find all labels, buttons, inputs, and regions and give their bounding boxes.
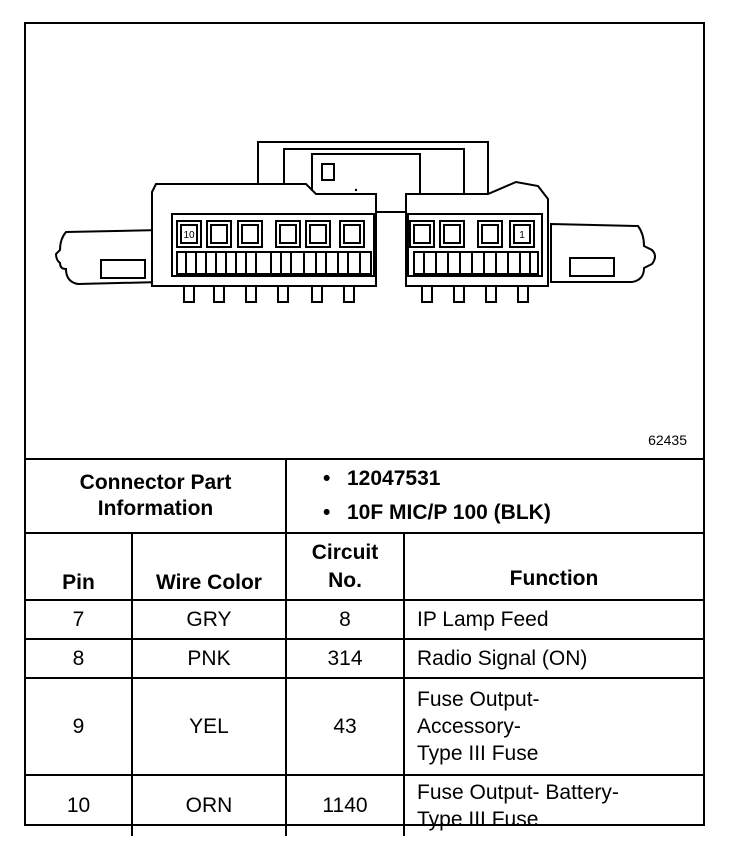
connector-table <box>26 458 703 836</box>
left-slot <box>101 260 145 278</box>
part-number: • 12047531 <box>323 462 703 496</box>
function-cell <box>404 678 703 775</box>
table-header-row <box>26 533 703 600</box>
table-row <box>26 775 703 836</box>
pin-label-left: 10 <box>183 230 195 241</box>
function-cell: Radio Signal (ON) <box>404 639 703 678</box>
table-row <box>26 639 703 678</box>
right-slot <box>570 258 614 276</box>
table-row <box>26 600 703 639</box>
column-header-pin: Pin <box>26 533 132 600</box>
connector-drawing <box>26 24 703 458</box>
function-text: Fuse Output- Battery- Type III Fuse <box>417 781 619 831</box>
connector-type: • 10F MIC/P 100 (BLK) <box>323 496 703 530</box>
pin-label-right: 1 <box>519 230 525 241</box>
wire-color-cell: ORN <box>132 775 286 836</box>
connector-info-row <box>26 459 703 533</box>
column-header-circuit <box>286 533 404 600</box>
function-cell <box>404 775 703 836</box>
function-cell: IP Lamp Feed <box>404 600 703 639</box>
pin-cell: 9 <box>26 678 132 775</box>
connector-info-label: Connector Part Information <box>26 459 286 533</box>
function-text: Fuse Output- Accessory- Type III Fuse <box>417 688 540 765</box>
pin-cell: 10 <box>26 775 132 836</box>
circuit-cell: 1140 <box>286 775 404 836</box>
circuit-cell: 43 <box>286 678 404 775</box>
pin-cell: 8 <box>26 639 132 678</box>
circuit-cell: 314 <box>286 639 404 678</box>
figure-id: 62435 <box>648 432 687 448</box>
connector-info-values <box>286 459 703 533</box>
column-header-function: Function <box>404 533 703 600</box>
column-header-circuit-text: Circuit No. <box>311 541 379 592</box>
wire-color-cell: YEL <box>132 678 286 775</box>
pin-cell: 7 <box>26 600 132 639</box>
column-header-wire-color: Wire Color <box>132 533 286 600</box>
wire-color-cell: PNK <box>132 639 286 678</box>
wire-color-cell: GRY <box>132 600 286 639</box>
circuit-cell: 8 <box>286 600 404 639</box>
table-row <box>26 678 703 775</box>
diagram-frame <box>24 22 705 831</box>
connector-drawing-area <box>26 24 703 460</box>
